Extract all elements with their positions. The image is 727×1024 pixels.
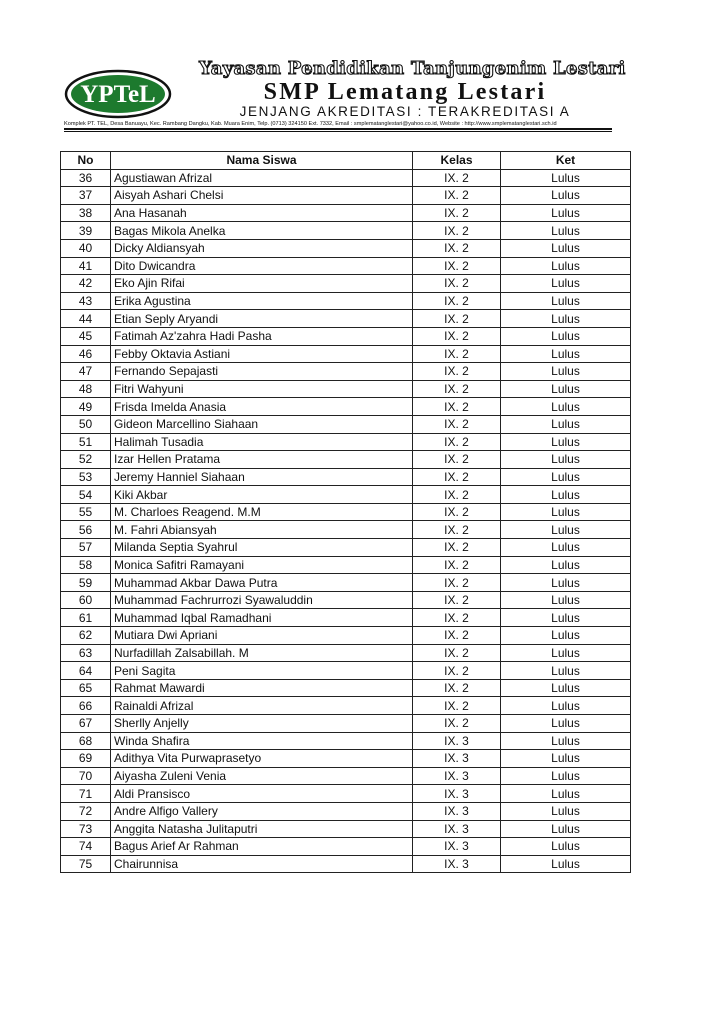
cell-no: 58 [61,556,111,574]
cell-nama-siswa: Winda Shafira [111,732,413,750]
cell-no: 71 [61,785,111,803]
cell-nama-siswa: Aisyah Ashari Chelsi [111,187,413,205]
cell-kelas: IX. 3 [413,820,501,838]
cell-kelas: IX. 2 [413,204,501,222]
cell-nama-siswa: Fernando Sepajasti [111,363,413,381]
cell-no: 56 [61,521,111,539]
cell-ket: Lulus [501,732,631,750]
table-row [61,539,631,557]
cell-nama-siswa: Bagas Mikola Anelka [111,222,413,240]
cell-ket: Lulus [501,275,631,293]
cell-ket: Lulus [501,415,631,433]
school-logo [64,69,172,119]
table-row [61,380,631,398]
cell-no: 52 [61,451,111,469]
table-row [61,327,631,345]
cell-no: 45 [61,327,111,345]
table-row [61,715,631,733]
cell-nama-siswa: Nurfadillah Zalsabillah. M [111,644,413,662]
cell-ket: Lulus [501,345,631,363]
cell-ket: Lulus [501,222,631,240]
cell-kelas: IX. 3 [413,785,501,803]
header-no: No [61,152,111,170]
table-row [61,662,631,680]
header-ket: Ket [501,152,631,170]
cell-kelas: IX. 2 [413,574,501,592]
cell-kelas: IX. 2 [413,380,501,398]
table-row [61,363,631,381]
cell-kelas: IX. 3 [413,838,501,856]
table-row [61,486,631,504]
cell-no: 61 [61,609,111,627]
cell-nama-siswa: Aldi Pransisco [111,785,413,803]
cell-kelas: IX. 2 [413,310,501,328]
cell-no: 47 [61,363,111,381]
cell-kelas: IX. 2 [413,609,501,627]
cell-no: 49 [61,398,111,416]
cell-nama-siswa: Aiyasha Zuleni Venia [111,767,413,785]
cell-nama-siswa: Milanda Septia Syahrul [111,539,413,557]
cell-nama-siswa: Fatimah Az'zahra Hadi Pasha [111,327,413,345]
table-row [61,556,631,574]
cell-nama-siswa: Jeremy Hanniel Siahaan [111,468,413,486]
cell-nama-siswa: M. Fahri Abiansyah [111,521,413,539]
cell-ket: Lulus [501,644,631,662]
cell-kelas: IX. 2 [413,239,501,257]
cell-kelas: IX. 3 [413,855,501,873]
cell-nama-siswa: Febby Oktavia Astiani [111,345,413,363]
cell-no: 48 [61,380,111,398]
table-row [61,627,631,645]
cell-nama-siswa: Bagus Arief Ar Rahman [111,838,413,856]
cell-no: 54 [61,486,111,504]
table-row [61,169,631,187]
cell-nama-siswa: Sherlly Anjelly [111,715,413,733]
cell-kelas: IX. 2 [413,363,501,381]
table-row [61,697,631,715]
cell-nama-siswa: Halimah Tusadia [111,433,413,451]
cell-ket: Lulus [501,292,631,310]
cell-no: 67 [61,715,111,733]
table-row [61,521,631,539]
cell-kelas: IX. 3 [413,802,501,820]
table-row [61,468,631,486]
header-nama-siswa: Nama Siswa [111,152,413,170]
cell-no: 43 [61,292,111,310]
cell-ket: Lulus [501,468,631,486]
cell-kelas: IX. 2 [413,715,501,733]
cell-ket: Lulus [501,503,631,521]
table-row [61,433,631,451]
cell-kelas: IX. 2 [413,503,501,521]
logo-text: YPTeL [80,81,156,108]
accreditation-line: JENJANG AKREDITASI : TERAKREDITASI A [239,104,571,119]
cell-no: 73 [61,820,111,838]
cell-no: 39 [61,222,111,240]
cell-kelas: IX. 2 [413,345,501,363]
table-row [61,310,631,328]
cell-kelas: IX. 2 [413,556,501,574]
cell-ket: Lulus [501,679,631,697]
table-row [61,415,631,433]
graduation-table [60,151,631,873]
cell-no: 59 [61,574,111,592]
cell-kelas: IX. 2 [413,591,501,609]
cell-ket: Lulus [501,609,631,627]
cell-no: 38 [61,204,111,222]
cell-ket: Lulus [501,539,631,557]
cell-kelas: IX. 2 [413,679,501,697]
cell-nama-siswa: M. Charloes Reagend. M.M [111,503,413,521]
cell-no: 63 [61,644,111,662]
cell-ket: Lulus [501,767,631,785]
cell-kelas: IX. 3 [413,750,501,768]
cell-kelas: IX. 2 [413,222,501,240]
cell-kelas: IX. 2 [413,662,501,680]
cell-ket: Lulus [501,187,631,205]
cell-no: 70 [61,767,111,785]
table-row [61,345,631,363]
cell-kelas: IX. 2 [413,451,501,469]
cell-nama-siswa: Fitri Wahyuni [111,380,413,398]
cell-no: 36 [61,169,111,187]
cell-nama-siswa: Rainaldi Afrizal [111,697,413,715]
header-rule-thin [64,131,612,132]
cell-no: 60 [61,591,111,609]
cell-ket: Lulus [501,521,631,539]
cell-kelas: IX. 2 [413,539,501,557]
cell-kelas: IX. 2 [413,169,501,187]
cell-no: 65 [61,679,111,697]
cell-ket: Lulus [501,855,631,873]
cell-no: 46 [61,345,111,363]
cell-ket: Lulus [501,785,631,803]
table-row [61,292,631,310]
cell-kelas: IX. 2 [413,292,501,310]
cell-no: 62 [61,627,111,645]
table-row [61,257,631,275]
table-row [61,398,631,416]
table-row [61,679,631,697]
cell-ket: Lulus [501,591,631,609]
cell-ket: Lulus [501,169,631,187]
table-row [61,820,631,838]
table-row [61,785,631,803]
cell-ket: Lulus [501,556,631,574]
cell-kelas: IX. 2 [413,275,501,293]
cell-ket: Lulus [501,697,631,715]
cell-ket: Lulus [501,398,631,416]
cell-nama-siswa: Ana Hasanah [111,204,413,222]
table-row [61,732,631,750]
cell-no: 74 [61,838,111,856]
cell-nama-siswa: Mutiara Dwi Apriani [111,627,413,645]
cell-kelas: IX. 2 [413,327,501,345]
cell-no: 51 [61,433,111,451]
table-row [61,451,631,469]
table-row [61,503,631,521]
cell-nama-siswa: Monica Safitri Ramayani [111,556,413,574]
cell-ket: Lulus [501,715,631,733]
cell-kelas: IX. 2 [413,257,501,275]
table-row [61,204,631,222]
cell-ket: Lulus [501,363,631,381]
header-rule-thick [64,128,612,130]
cell-no: 55 [61,503,111,521]
cell-kelas: IX. 2 [413,697,501,715]
cell-ket: Lulus [501,820,631,838]
cell-nama-siswa: Muhammad Akbar Dawa Putra [111,574,413,592]
table-row [61,591,631,609]
table-row [61,750,631,768]
cell-kelas: IX. 2 [413,627,501,645]
cell-nama-siswa: Rahmat Mawardi [111,679,413,697]
cell-no: 42 [61,275,111,293]
cell-no: 53 [61,468,111,486]
cell-nama-siswa: Agustiawan Afrizal [111,169,413,187]
cell-ket: Lulus [501,750,631,768]
cell-kelas: IX. 2 [413,521,501,539]
table-row [61,239,631,257]
cell-kelas: IX. 2 [413,398,501,416]
cell-no: 37 [61,187,111,205]
cell-nama-siswa: Muhammad Iqbal Ramadhani [111,609,413,627]
cell-nama-siswa: Peni Sagita [111,662,413,680]
cell-ket: Lulus [501,838,631,856]
cell-nama-siswa: Kiki Akbar [111,486,413,504]
cell-nama-siswa: Andre Alfigo Vallery [111,802,413,820]
cell-no: 75 [61,855,111,873]
cell-no: 64 [61,662,111,680]
cell-nama-siswa: Chairunnisa [111,855,413,873]
school-name: SMP Lematang Lestari [263,79,547,105]
cell-ket: Lulus [501,486,631,504]
table-row [61,644,631,662]
cell-ket: Lulus [501,627,631,645]
cell-kelas: IX. 2 [413,187,501,205]
cell-kelas: IX. 2 [413,415,501,433]
cell-no: 40 [61,239,111,257]
cell-no: 41 [61,257,111,275]
table-row [61,855,631,873]
table-header-row [61,152,631,170]
cell-nama-siswa: Izar Hellen Pratama [111,451,413,469]
cell-nama-siswa: Anggita Natasha Julitaputri [111,820,413,838]
cell-no: 57 [61,539,111,557]
table-row [61,802,631,820]
table-row [61,222,631,240]
table-row [61,767,631,785]
cell-nama-siswa: Gideon Marcellino Siahaan [111,415,413,433]
table-row [61,574,631,592]
cell-no: 66 [61,697,111,715]
cell-ket: Lulus [501,257,631,275]
cell-ket: Lulus [501,662,631,680]
table-row [61,187,631,205]
cell-nama-siswa: Dicky Aldiansyah [111,239,413,257]
table-row [61,609,631,627]
cell-ket: Lulus [501,327,631,345]
cell-ket: Lulus [501,310,631,328]
cell-no: 72 [61,802,111,820]
cell-nama-siswa: Eko Ajin Rifai [111,275,413,293]
cell-kelas: IX. 2 [413,644,501,662]
cell-no: 68 [61,732,111,750]
cell-ket: Lulus [501,451,631,469]
cell-ket: Lulus [501,574,631,592]
cell-ket: Lulus [501,204,631,222]
cell-nama-siswa: Muhammad Fachrurrozi Syawaluddin [111,591,413,609]
cell-nama-siswa: Etian Seply Aryandi [111,310,413,328]
cell-no: 50 [61,415,111,433]
cell-kelas: IX. 2 [413,433,501,451]
cell-ket: Lulus [501,802,631,820]
table-row [61,838,631,856]
header-kelas: Kelas [413,152,501,170]
cell-no: 69 [61,750,111,768]
cell-kelas: IX. 2 [413,468,501,486]
cell-no: 44 [61,310,111,328]
cell-kelas: IX. 2 [413,486,501,504]
address-line: Komplek PT. TEL, Desa Banuayu, Kec. Rambang Dangku, Kab. Muara Enim, Telp. (0713) 324150 Ext. 7332, Email : smplematanglestari@yahoo.co.id, Website : http://www.smplematanglestari.sch.id [64,121,557,127]
cell-nama-siswa: Adithya Vita Purwaprasetyo [111,750,413,768]
cell-nama-siswa: Dito Dwicandra [111,257,413,275]
cell-nama-siswa: Erika Agustina [111,292,413,310]
cell-ket: Lulus [501,239,631,257]
cell-ket: Lulus [501,433,631,451]
cell-kelas: IX. 3 [413,732,501,750]
table-row [61,275,631,293]
cell-ket: Lulus [501,380,631,398]
foundation-name: Yayasan Pendidikan Tanjungenim Lestari [199,58,626,79]
cell-nama-siswa: Frisda Imelda Anasia [111,398,413,416]
cell-kelas: IX. 3 [413,767,501,785]
